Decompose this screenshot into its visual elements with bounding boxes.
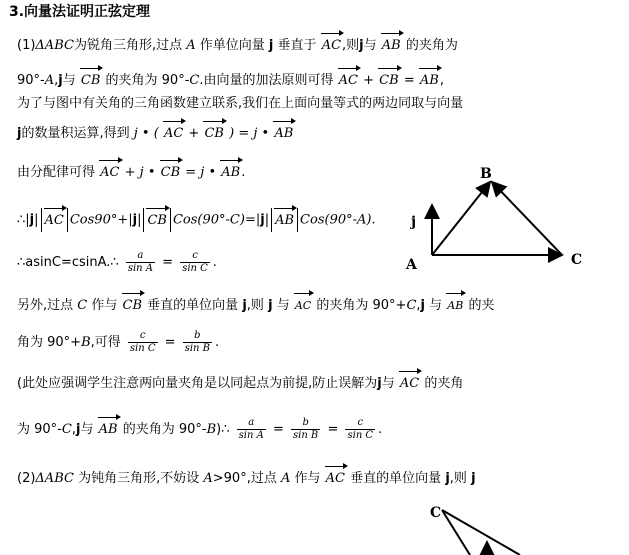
section-heading: 3.向量法证明正弦定理 — [9, 4, 151, 20]
vector-AC: AC — [321, 36, 342, 56]
fraction-c-sinC: $\frac{c}{\text{sin C}}$ — [182, 250, 208, 274]
vector-AB: AB — [98, 420, 119, 440]
fraction-c-sinC: $\frac{c}{\text{sin C}}$ — [129, 330, 156, 354]
para-line-12: (2)ΔABC 为钝角三角形,不妨设 A>90°,过点 A 作与 AC 垂直的单位向量 j,则 j — [17, 469, 476, 489]
fraction-b-sinB: $\frac{b}{\text{sin B}}$ — [184, 330, 211, 354]
para-line-4: j的数量积运算,得到 j • ( AC + CB ) = j • AB — [17, 124, 294, 144]
label-A: A — [406, 257, 417, 273]
acute-triangle-diagram — [400, 160, 600, 280]
vector-AB-line — [432, 182, 490, 255]
vector-AC: AC — [163, 124, 184, 144]
label-C: C — [430, 505, 442, 521]
edge-line — [442, 510, 520, 555]
para-line-9: 角为 90°+B,可得 $\frac{c}{\text{sin C}}$ = $\frac{b}{\text{sin B}}$ . — [17, 330, 220, 354]
para-line-10: (此处应强调学生注意两向量夹角是以同起点为前提,防止误解为j与 AC 的夹角 — [17, 374, 463, 394]
vector-CB-line — [492, 182, 562, 255]
vector-CB: CB — [146, 211, 168, 231]
para-line-1: (1)ΔABC为锐角三角形,过点 A 作单位向量 j 垂直于 AC,则j与 AB 的夹角为 — [17, 36, 458, 56]
fraction-a-sinA: $\frac{a}{\text{sin A}}$ — [127, 250, 153, 274]
para-line-3: 为了与图中有关角的三角函数建立联系,我们在上面向量等式的两边同取与向量 — [17, 96, 464, 111]
fraction-b-sinB: $\frac{b}{\text{sin B}}$ — [292, 417, 319, 441]
para-line-6: ∴|j| AC Cos90°+|j| CB Cos(90°-C)=|j| AB Cos(90°-A). — [17, 208, 376, 232]
edge-line — [442, 510, 470, 555]
vector-AC: AC — [44, 211, 65, 231]
fraction-a-sinA: $\frac{a}{\text{sin A}}$ — [238, 417, 264, 441]
para-line-5: 由分配律可得 AC + j • CB = j • AB. — [17, 163, 245, 183]
label-B: B — [480, 166, 492, 182]
label-C: C — [571, 252, 583, 268]
vector-AC: AC — [99, 163, 120, 183]
label-j: j — [411, 214, 417, 230]
vector-AB: AB — [273, 124, 294, 144]
vector-AB: AB — [220, 163, 241, 183]
vector-AB: AB — [419, 71, 440, 91]
vector-AB: AB — [381, 36, 402, 56]
vector-AB: AB — [446, 296, 464, 316]
vector-AC: AC — [294, 296, 312, 316]
para-line-7: ∴asinC=csinA.∴ $\frac{a}{\text{sin A}}$ = $\frac{c}{\text{sin C}}$ . — [17, 250, 217, 274]
vector-CB: CB — [203, 124, 225, 144]
para-line-2: 90°-A,j与 CB 的夹角为 90°-C.由向量的加法原则可得 AC + CB = AB, — [17, 71, 444, 91]
vector-AC: AC — [399, 374, 420, 394]
fraction-c-sinC: $\frac{c}{\text{sin C}}$ — [347, 417, 374, 441]
vector-CB: CB — [122, 296, 144, 316]
vector-CB: CB — [160, 163, 182, 183]
para-line-11: 为 90°-C,j与 AB 的夹角为 90°-B)∴ $\frac{a}{\text{sin A}}$ = $\frac{b}{\text{sin B}}$ = $\frac{c}{\text{sin C}}$ . — [17, 417, 383, 441]
vector-CB: CB — [378, 71, 400, 91]
para-line-8: 另外,过点 C 作与 CB 垂直的单位向量 j,则 j 与 AC 的夹角为 90°+C,j 与 AB 的夹 — [17, 296, 494, 316]
vector-CB: CB — [80, 71, 102, 91]
vector-AB: AB — [274, 211, 295, 231]
vector-AC: AC — [338, 71, 359, 91]
vector-AC: AC — [325, 469, 346, 489]
